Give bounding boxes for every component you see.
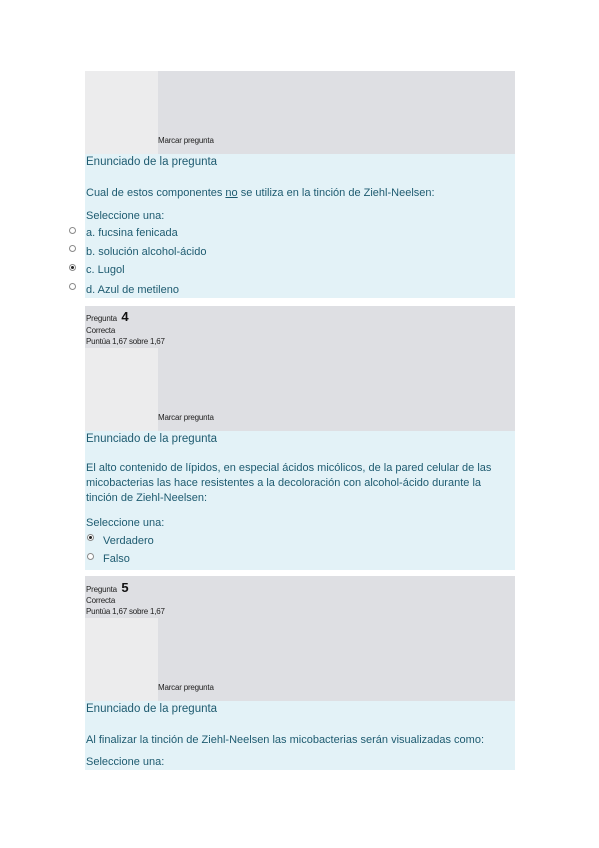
q3-text-before: Cual de estos componentes — [86, 187, 226, 199]
q4-question-heading: Enunciado de la pregunta — [86, 433, 218, 445]
q3-question-text — [86, 186, 435, 201]
q5-status: Correcta — [86, 596, 116, 605]
q4-option-true-label[interactable]: Verdadero — [103, 535, 154, 547]
q4-select-prompt: Seleccione una: — [86, 517, 165, 529]
q4-text-line-2: micobacterias las hace resistentes a la decoloración con alcohol-ácido durante la — [86, 477, 482, 489]
q5-info-sidebar — [85, 618, 158, 701]
q4-info-sidebar — [85, 348, 158, 431]
q4-status: Correcta — [86, 326, 116, 335]
q5-select-prompt: Seleccione una: — [86, 756, 165, 768]
q4-question-number — [86, 308, 129, 326]
q4-option-false-label[interactable]: Falso — [103, 553, 130, 565]
q5-flag-question-link[interactable]: Marcar pregunta — [158, 683, 214, 692]
q3-question-heading: Enunciado de la pregunta — [86, 156, 218, 168]
q4-flag-question-link[interactable]: Marcar pregunta — [158, 413, 214, 422]
q3-text-underlined: no — [225, 187, 238, 199]
q4-option-true-radio[interactable] — [87, 534, 94, 541]
q3-info-sidebar — [85, 71, 158, 154]
q5-pregunta-label: Pregunta — [86, 585, 117, 594]
q3-text-after: se utiliza en la tinción de Ziehl-Neelsen: — [237, 187, 435, 199]
q4-pregunta-label: Pregunta — [86, 314, 117, 323]
q3-option-d-label[interactable]: d. Azul de metileno — [86, 284, 179, 296]
q3-option-a-label[interactable]: a. fucsina fenicada — [86, 227, 178, 239]
q3-select-prompt: Seleccione una: — [86, 210, 165, 222]
q5-question-number — [86, 579, 129, 597]
q5-question-heading: Enunciado de la pregunta — [86, 703, 218, 715]
q3-option-b-radio[interactable] — [69, 245, 76, 252]
q3-flag-question-link[interactable]: Marcar pregunta — [158, 136, 214, 145]
q3-option-d-radio[interactable] — [69, 283, 76, 290]
q3-option-b-label[interactable]: b. solución alcohol-ácido — [86, 246, 207, 258]
q4-question-text — [86, 461, 491, 506]
q5-number: 5 — [121, 580, 129, 595]
q4-number: 4 — [121, 309, 129, 324]
q4-option-false-radio[interactable] — [87, 553, 94, 560]
q3-content-panel — [85, 154, 515, 298]
q4-score: Puntúa 1,67 sobre 1,67 — [86, 337, 165, 346]
q3-option-c-label[interactable]: c. Lugol — [86, 264, 125, 276]
q5-question-text: Al finalizar la tinción de Ziehl-Neelsen las micobacterias serán visualizadas como: — [86, 734, 485, 746]
q5-score: Puntúa 1,67 sobre 1,67 — [86, 607, 165, 616]
q4-text-line-3: tinción de Ziehl-Neelsen: — [86, 492, 208, 504]
q3-option-c-radio[interactable] — [69, 264, 76, 271]
q3-option-a-radio[interactable] — [69, 227, 76, 234]
q4-text-line-1: El alto contenido de lípidos, en especial ácidos micólicos, de la pared celular de las — [86, 462, 492, 474]
